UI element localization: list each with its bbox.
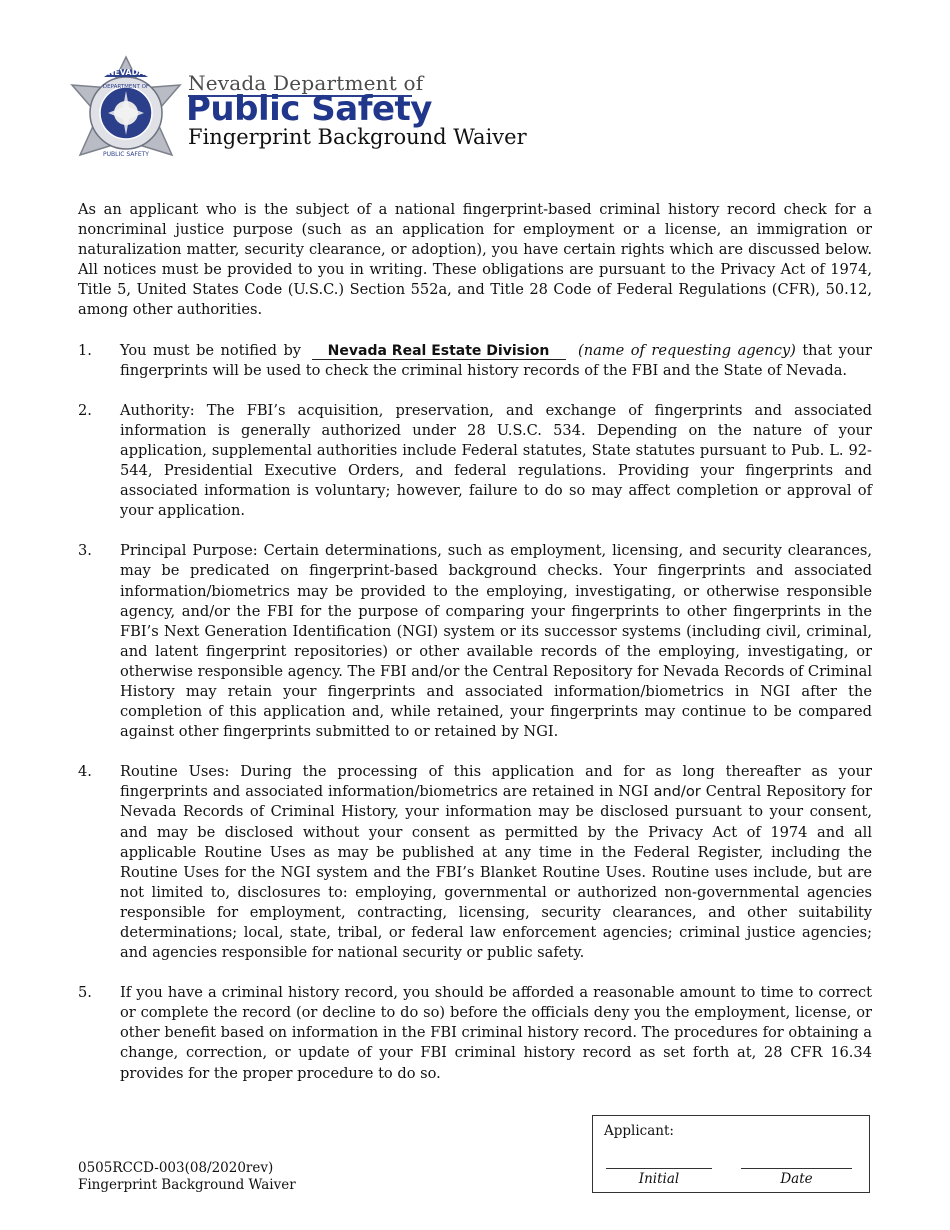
item-1-post: that your fingerprints will be used to check the criminal history records of the FBI and the State of Nevada. (120, 341, 873, 379)
item-text (120, 762, 872, 963)
item-number: 3. (78, 542, 92, 560)
item-1-pre: You must be notified by (120, 341, 302, 359)
form-title: Fingerprint Background Waiver (188, 125, 527, 149)
badge-bottom-text: PUBLIC SAFETY (103, 151, 149, 158)
item-number: 2. (78, 401, 92, 419)
initial-line[interactable] (606, 1168, 712, 1169)
agency-note: (name of requesting agency) (578, 341, 796, 359)
requesting-agency-field[interactable]: Nevada Real Estate Division (312, 343, 566, 360)
item-text: Principal Purpose: Certain determinations, such as employment, licensing, and security clearances, may be predicated on fingerprint-based background checks. Your fingerprints and associated information/biometrics may be provided to the employing, investigating, or otherwise responsible agency, and/or the FBI for the purpose of comparing your fingerprints to other fingerprints in the FBI’s Next Generation Identification (NGI) system or its successor systems (including civil, criminal, and latent fingerprint repositories) or other available records of the employing, investigating, or otherwise responsible agency. The FBI and/or the Central Repository for Nevada Records of Criminal History may retain your fingerprints and associated information/biometrics in NGI after the completion of this application and, while retained, your fingerprints may continue to be compared against other fingerprints submitted to or retained by NGI. (120, 542, 872, 741)
applicant-initial-box (592, 1115, 870, 1193)
dept-name-public-safety: Public Safety (186, 89, 432, 129)
item-text: Authority: The FBI’s acquisition, preservation, and exchange of fingerprints and associated information is generally authorized under 28 U.S.C. 534. Depending on the nature of your application, supplemental authorities include Federal statutes, State statutes pursuant to Pub. L. 92-544, Presidential Executive Orders, and federal regulations. Providing your fingerprints and associated information is voluntary; however, failure to do so may affect completion or approval of your application. (120, 401, 872, 520)
list-item (78, 983, 872, 1083)
list-item (78, 401, 872, 522)
item-4-andor: and/or (653, 783, 701, 801)
list-item (78, 541, 872, 742)
date-caption: Date (780, 1171, 813, 1187)
badge-top-text: NEVADA (107, 68, 145, 77)
dps-badge-icon (64, 55, 188, 175)
document-body (78, 200, 872, 1104)
list-item (78, 762, 872, 963)
badge-mid-text: DEPARTMENT OF (102, 84, 150, 90)
item-number: 4. (78, 763, 92, 781)
document-footer (78, 1160, 296, 1194)
item-4-post: Central Repository for Nevada Records of Criminal History, your information may be disclosed pursuant to your consent, and may be disclosed without your consent as permitted by the Privacy Act of 1974 and all applicable Routine Uses as may be published at any time in the Federal Register, including the Routine Uses for the NGI system and the FBI’s Blanket Routine Uses. Routine uses include, but are not limited to, disclosures to: employing, governmental or authorized non-governmental agencies responsible for employment, contracting, licensing, security clearances, and other suitability determinations; local, state, tribal, or federal law enforcement agencies; criminal justice agencies; and agencies responsible for national security or public safety. (120, 783, 873, 962)
item-number: 5. (78, 984, 92, 1002)
form-code: 0505RCCD-003(08/2020rev) (78, 1160, 274, 1176)
initial-caption: Initial (638, 1171, 680, 1187)
item-4-pre: Routine Uses: During the processing of this application and for as long thereafter as your fingerprints and associated information/biometrics are retained in NGI (120, 763, 872, 801)
footer-form-name: Fingerprint Background Waiver (78, 1177, 296, 1193)
applicant-label: Applicant: (604, 1123, 674, 1139)
date-line[interactable] (741, 1168, 852, 1169)
item-text: If you have a criminal history record, you should be afforded a reasonable amount to time to correct or complete the record (or decline to do so) before the officials deny you the employment, license, or other benefit based on information in the FBI criminal history record. The procedures for obtaining a change, correction, or update of your FBI criminal history record as set forth at, 28 CFR 16.34 provides for the proper procedure to do so. (120, 984, 872, 1082)
list-item (78, 341, 872, 381)
intro-paragraph: As an applicant who is the subject of a national fingerprint-based criminal history record check for a noncriminal justice purpose (such as an application for employment or a license, an immigration or naturalization matter, security clearance, or adoption), you have certain rights which are discussed below. All notices must be provided to you in writing. These obligations are pursuant to the Privacy Act of 1974, Title 5, United States Code (U.S.C.) Section 552a, and Title 28 Code of Federal Regulations (CFR), 50.12, among other authorities. (78, 201, 872, 319)
item-number: 1. (78, 341, 92, 359)
dept-name-line: Nevada Department of (188, 71, 424, 95)
document-header (64, 55, 584, 180)
item-text (120, 341, 872, 381)
